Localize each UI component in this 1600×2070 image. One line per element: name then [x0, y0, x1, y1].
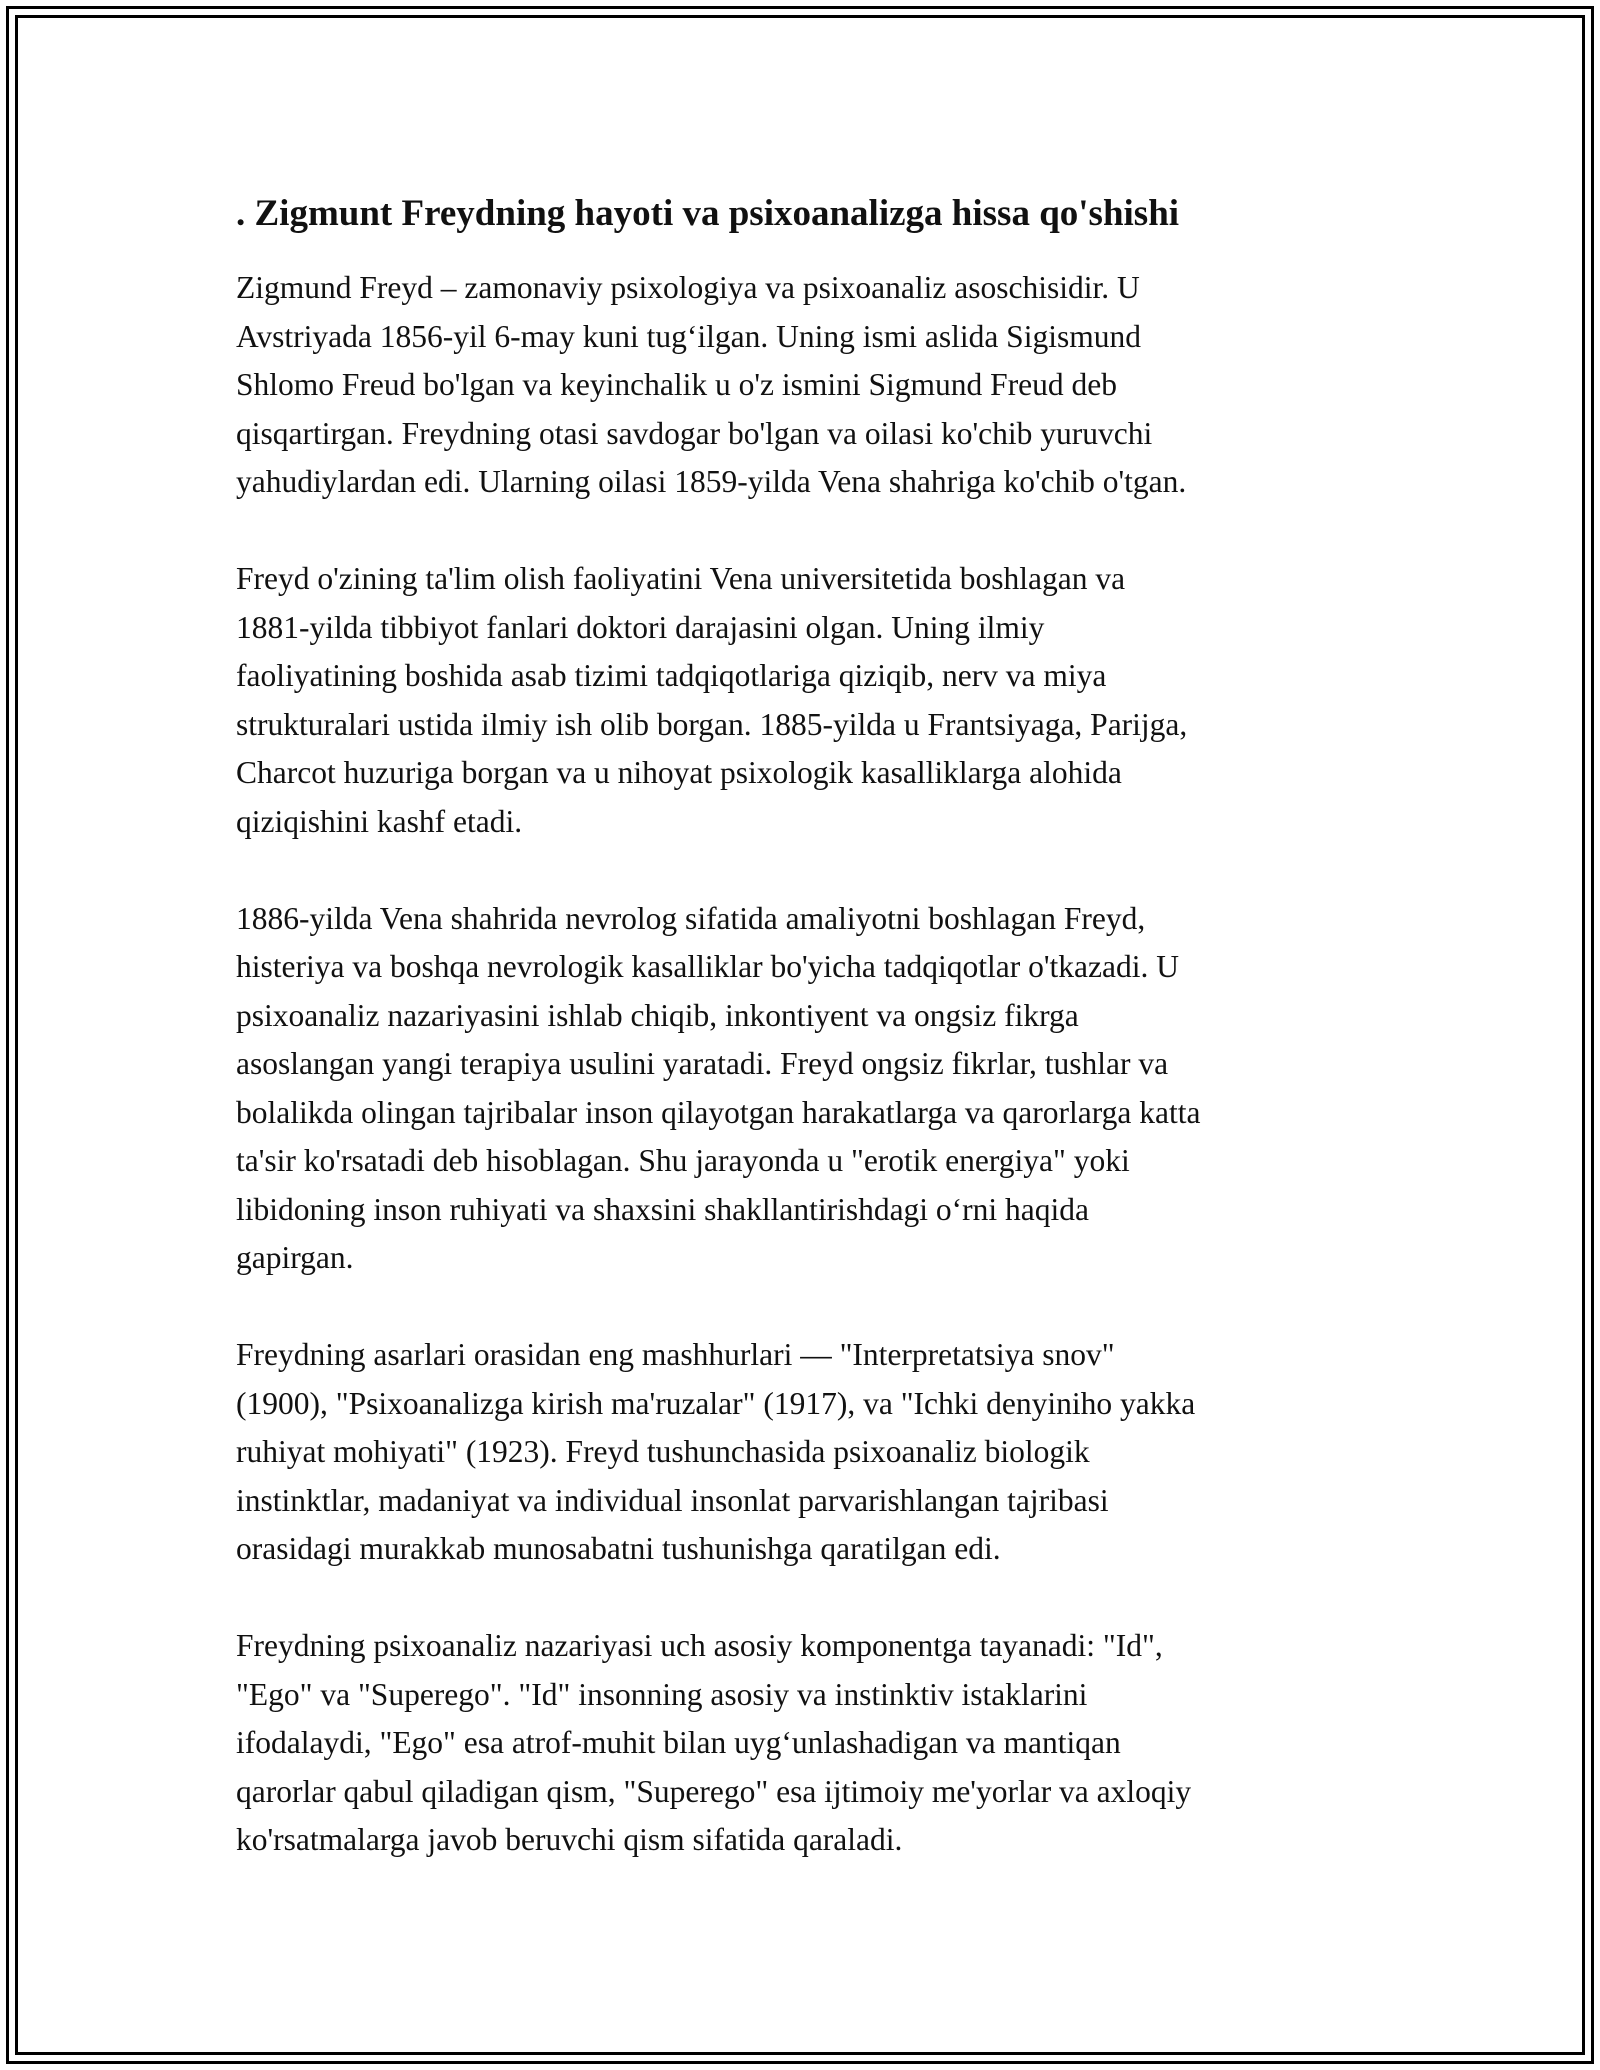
text-line: qarorlar qabul qiladigan qism, "Superego" esa ijtimoiy me'yorlar va axloqiy: [236, 1773, 1192, 1809]
text-line: strukturalari ustida ilmiy ish olib borgan. 1885-yilda u Frantsiyaga, Parijga,: [236, 706, 1188, 742]
text-line: orasidagi murakkab munosabatni tushunishga qaratilgan edi.: [236, 1531, 1001, 1566]
text-line: histeriya va boshqa nevrologik kasalliklar bo'yicha tadqiqotlar o'tkazadi. U: [236, 949, 1179, 984]
text-line: (1900), "Psixoanalizga kirish ma'ruzalar" (1917), va "Ichki denyiniho yakka: [236, 1385, 1196, 1421]
text-line: psixoanaliz nazariyasini ishlab chiqib, inkontiyent va ongsiz fikrga: [236, 997, 1079, 1033]
text-line: bolalikda olingan tajribalar inson qilayotgan harakatlarga va qarorlarga katta: [236, 1094, 1201, 1130]
text-line: faoliyatining boshida asab tizimi tadqiqotlariga qiziqib, nerv va miya: [236, 658, 1107, 693]
text-line: yahudiylardan edi. Ularning oilasi 1859-yilda Vena shahriga ko'chib o'tgan.: [236, 464, 1187, 499]
document-title: . Zigmunt Freydning hayoti va psixoanalizga hissa qo'shishi: [236, 193, 1180, 234]
text-line: libidoning inson ruhiyati va shaxsini shakllantirishdagi o‘rni haqida: [236, 1191, 1090, 1227]
text-line: gapirgan.: [236, 1240, 354, 1275]
text-line: Freyd o'zining ta'lim olish faoliyatini Vena universitetida boshlagan va: [236, 561, 1126, 596]
paragraph-1: [236, 264, 1366, 507]
text-line: instinktlar, madaniyat va individual insonlat parvarishlangan tajribasi: [236, 1482, 1109, 1518]
text-line: Avstriyada 1856-yil 6-may kuni tug‘ilgan. Uning ismi aslida Sigismund: [236, 318, 1141, 354]
document-body: [236, 184, 1366, 1913]
text-line: Shlomo Freud bo'lgan va keyinchalik u o'z ismini Sigmund Freud deb: [236, 367, 1118, 402]
text-line: ta'sir ko'rsatadi deb hisoblagan. Shu jarayonda u "erotik energiya" yoki: [236, 1143, 1130, 1178]
text-line: asoslangan yangi terapiya usulini yaratadi. Freyd ongsiz fikrlar, tushlar va: [236, 1046, 1169, 1081]
paragraph-3: [236, 895, 1366, 1283]
text-line: ko'rsatmalarga javob beruvchi qism sifatida qaraladi.: [236, 1822, 903, 1857]
text-line: Freydning psixoanaliz nazariyasi uch asosiy komponentga tayanadi: "Id",: [236, 1628, 1163, 1663]
text-line: qiziqishini kashf etadi.: [236, 803, 523, 839]
paragraph-2: [236, 555, 1366, 846]
text-line: ifodalaydi, "Ego" esa atrof-muhit bilan uyg‘unlashadigan va mantiqan: [236, 1725, 1121, 1760]
text-line: Charcot huzuriga borgan va u nihoyat psixologik kasalliklarga alohida: [236, 755, 1122, 790]
text-line: ruhiyat mohiyati" (1923). Freyd tushunchasida psixoanaliz biologik: [236, 1434, 1090, 1469]
paragraph-5: [236, 1622, 1366, 1865]
text-line: Zigmund Freyd – zamonaviy psixologiya va psixoanaliz asoschisidir. U: [236, 270, 1140, 305]
text-line: 1886-yilda Vena shahrida nevrolog sifatida amaliyotni boshlagan Freyd,: [236, 900, 1146, 936]
text-line: qisqartirgan. Freydning otasi savdogar bo'lgan va oilasi ko'chib yuruvchi: [236, 415, 1153, 451]
paragraph-4: [236, 1331, 1366, 1574]
text-line: Freydning asarlari orasidan eng mashhurlari — "Interpretatsiya snov": [236, 1337, 1115, 1372]
text-line: 1881-yilda tibbiyot fanlari doktori darajasini olgan. Uning ilmiy: [236, 609, 1045, 645]
text-line: "Ego" va "Superego". "Id" insonning asosiy va instinktiv istaklarini: [236, 1676, 1088, 1712]
